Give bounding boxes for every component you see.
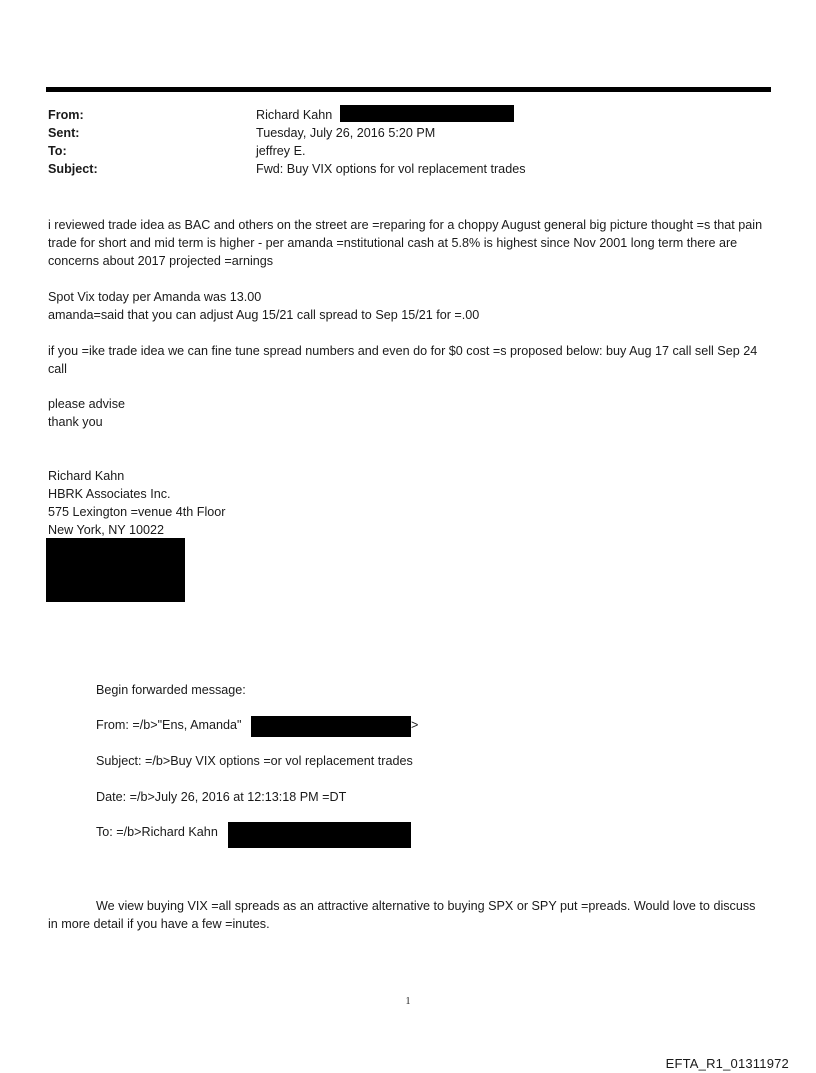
signature-city: New York, NY 10022 — [48, 523, 164, 537]
redaction-from-email — [340, 105, 514, 122]
subject-label: Subject: — [48, 162, 98, 176]
to-value: jeffrey E. — [256, 144, 306, 158]
from-label: From: — [48, 108, 84, 122]
forwarded-subject: Subject: =/b>Buy VIX options =or vol replacement trades — [96, 754, 413, 768]
from-value: Richard Kahn — [256, 108, 333, 122]
header-rule — [46, 87, 771, 92]
sent-label: Sent: — [48, 126, 80, 140]
forwarded-to: To: =/b>Richard Kahn — [96, 825, 218, 839]
signature-name: Richard Kahn — [48, 469, 125, 483]
bates-number: EFTA_R1_01311972 — [665, 1056, 789, 1071]
signature-company: HBRK Associates Inc. — [48, 487, 171, 501]
body-paragraph-3: if you =ike trade idea we can fine tune spread numbers and even do for $0 cost =s proposed below: buy Aug 17 call sell Sep 24 call — [48, 344, 758, 376]
redaction-forwarded-from-email — [251, 716, 411, 737]
page-number: 1 — [405, 996, 411, 1007]
body-line-spot-vix: Spot Vix today per Amanda was 13.00 — [48, 290, 262, 304]
forwarded-from: From: =/b>"Ens, Amanda" — [96, 718, 242, 732]
forwarded-date: Date: =/b>July 26, 2016 at 12:13:18 PM =DT — [96, 790, 347, 804]
signature-address: 575 Lexington =venue 4th Floor — [48, 505, 226, 519]
body-thank-you: thank you — [48, 415, 103, 429]
redaction-forwarded-to-email — [228, 822, 411, 848]
forwarded-message-body: We view buying VIX =all spreads as an attractive alternative to buying SPX or SPY put =preads. Would love to discuss in more detail if you have a few =inutes. — [48, 899, 756, 931]
forwarded-intro: Begin forwarded message: — [96, 683, 246, 697]
body-line-adjust-spread: amanda=said that you can adjust Aug 15/21 call spread to Sep 15/21 for =.00 — [48, 308, 480, 322]
body-paragraph-1: i reviewed trade idea as BAC and others on the street are =reparing for a choppy August general big picture thought =s that pain trade for short and mid term is higher - per amanda =nstitutional cash at 5.8% is highest since Nov 2001 long term there are concerns about 2017 projected =arnings — [48, 218, 763, 268]
to-label: To: — [48, 144, 67, 158]
sent-value: Tuesday, July 26, 2016 5:20 PM — [256, 126, 436, 140]
forwarded-from-bracket: > — [411, 718, 419, 732]
redaction-signature-contact — [46, 538, 185, 602]
subject-value: Fwd: Buy VIX options for vol replacement trades — [256, 162, 526, 176]
body-please-advise: please advise — [48, 397, 126, 411]
